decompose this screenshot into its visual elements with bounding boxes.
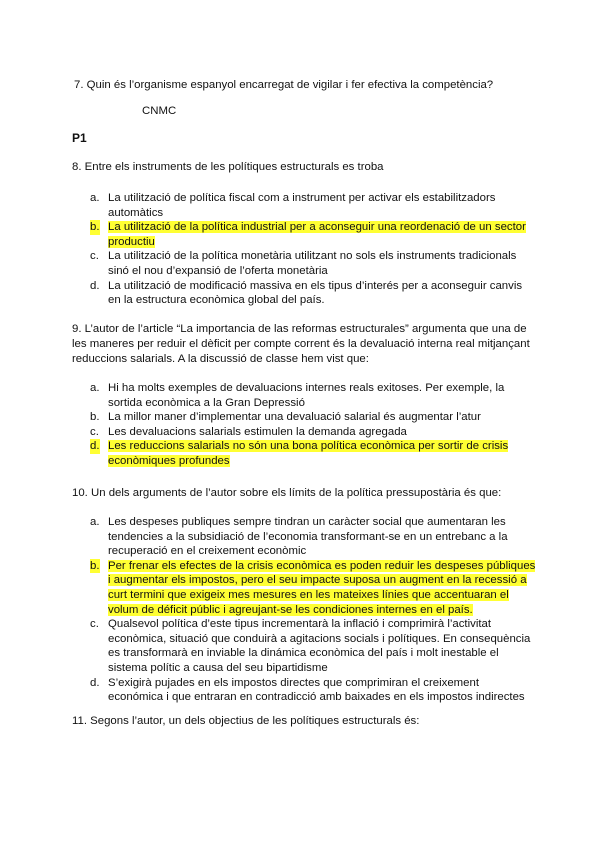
option-8c <box>90 249 537 278</box>
option-letter: a. <box>90 382 100 394</box>
option-letter: d. <box>90 676 100 689</box>
option-letter: d. <box>90 279 100 292</box>
option-text: Les despeses publiques sempre tindran un caràcter social que aumentaran les tendencies a la subsidiació de l’economia transformant-se en un entrebanc a la recuperació en el creixement econòmic <box>108 516 508 558</box>
option-8b-highlighted <box>90 220 537 249</box>
option-text: Hi ha molts exemples de devaluacions internes reals exitoses. Per exemple, la sortida econòmica a la Gran Depressió <box>108 382 505 409</box>
option-10c <box>90 617 537 675</box>
option-text: Les devaluacions salarials estimulen la demanda agregada <box>108 425 407 438</box>
option-10a <box>90 515 537 559</box>
section-heading: P1 <box>72 131 87 145</box>
option-letter: a. <box>90 192 100 204</box>
option-letter: c. <box>90 425 99 438</box>
option-letter: c. <box>90 250 99 263</box>
question-9: 9. L’autor de l’article “La importancia de las reformas estructurales” argumenta que una de les maneres per reduir el dèficit per compte corrent és la devaluació interna real mitjançant reduccions salarials. A la discussió de classe hem vist que: <box>72 323 530 365</box>
option-text: La utilització de la política industrial per a aconseguir una reordenació de un sector productiu <box>108 221 526 248</box>
option-text: La utilització de política fiscal com a instrument per activar els estabilitzadors automàtics <box>108 192 496 219</box>
option-9d-highlighted <box>90 439 537 468</box>
option-10b-highlighted <box>90 559 537 617</box>
option-text: La millor maner d’implementar una devaluació salarial és augmentar l’atur <box>108 411 481 424</box>
option-text: S’exigirà pujades en els impostos directes que comprimiran el creixement económica i que entraran en contradicció amb baixades en els impostos indirectes <box>108 676 525 704</box>
option-8a <box>90 191 537 220</box>
question-11: 11. Segons l’autor, un dels objectius de les polítiques estructurals és: <box>72 715 420 727</box>
option-text: La utilització de la política monetària utilitzant no sols els instruments tradicionals sinó el nou d’expansió de l’oferta monetària <box>108 250 517 277</box>
answer-7: CNMC <box>142 105 177 117</box>
option-letter: a. <box>90 516 100 528</box>
option-text: Les reduccions salarials no són una bona política econòmica per sortir de crisis econòmiques profundes <box>108 440 509 467</box>
option-9a <box>90 381 537 410</box>
option-letter: b. <box>90 559 100 572</box>
question-7: 7. Quin és l’organisme espanyol encarregat de vigilar i fer efectiva la competència? <box>74 79 494 91</box>
option-text: Per frenar els efectes de la crisis econòmica es poden reduir les despeses públiques i augmentar els impostos, pero el seu impacte suposa un augment en la recessió a curt termini que exigeix mes mesures en les mateixes línies que accentuaran el volum de déficit públic i agreujant-se les condiciones internes en el país. <box>108 559 536 616</box>
option-text: La utilització de modificació massiva en els tipus d’interés per a aconseguir canvis en la estructura econòmica global del país. <box>108 279 523 307</box>
question-10-options <box>90 515 537 705</box>
option-9b <box>90 410 537 425</box>
option-letter: b. <box>90 411 100 424</box>
option-letter: d. <box>90 440 100 453</box>
option-letter: c. <box>90 618 99 631</box>
option-text: Qualsevol política d’este tipus incrementarà la inflació i comprimirà l’activitat econòmica, situació que conduirà a agitacions socials i polítiques. En consequència es transformarà en inviable la dinámica econòmica del país i molt inestable el sistema polític a causa del seu bipartidisme <box>108 618 531 674</box>
option-9c <box>90 425 537 440</box>
question-10: 10. Un dels arguments de l’autor sobre els límits de la política pressupostària és que: <box>72 487 502 499</box>
option-letter: b. <box>90 221 100 234</box>
question-8: 8. Entre els instruments de les polítiques estructurals es troba <box>72 161 384 173</box>
question-9-options <box>90 381 537 469</box>
question-8-options <box>90 191 537 308</box>
option-8d <box>90 279 537 308</box>
option-10d <box>90 676 537 705</box>
